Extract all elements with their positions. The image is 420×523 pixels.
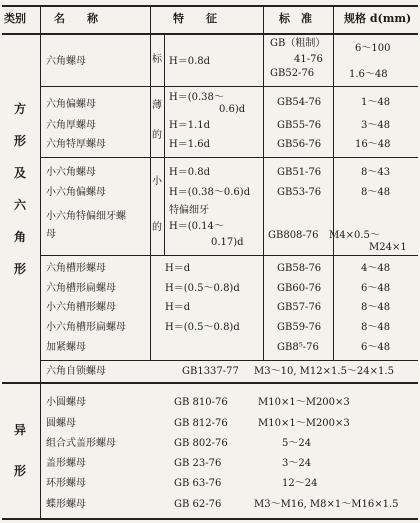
nut-spec: 3～48 <box>361 120 391 131</box>
nut-standard: GB60-76 <box>277 283 322 294</box>
nut-feature: 0.17)d <box>211 237 244 248</box>
column-rule <box>40 5 41 519</box>
nut-feature: H＝(0.5～0.8)d <box>165 322 240 333</box>
column-rule <box>263 5 264 361</box>
nut-name: 小圆螺母 <box>46 397 86 408</box>
nut-standard: GB57-76 <box>277 302 322 313</box>
group-character: 方 <box>13 102 26 116</box>
nut-standard: GB 802-76 <box>174 438 228 449</box>
nut-name: 六角槽形螺母 <box>46 263 106 274</box>
nut-spec: 5～24 <box>282 438 312 449</box>
nut-feature: H＝0.8d <box>169 167 211 178</box>
nut-name: 圆螺母 <box>46 418 76 429</box>
note-rule <box>164 34 165 87</box>
nut-standard: GB51-76 <box>277 167 322 178</box>
nut-standard: GB 812-76 <box>174 418 228 429</box>
nut-spec: M10×1～M200×3 <box>258 418 350 429</box>
nut-feature: H＝1.1d <box>169 120 211 131</box>
nut-name: 小六角螺母 <box>46 167 96 178</box>
nut-feature: H＝1.6d <box>169 139 211 150</box>
nut-spec: 16～48 <box>355 139 391 150</box>
header-standard: 标 准 <box>279 12 312 25</box>
nut-feature: 0.6)d <box>219 104 246 115</box>
row-rule <box>40 255 418 256</box>
group-hexagonal-label <box>13 102 27 276</box>
nut-feature: 特偏细牙 <box>169 205 209 216</box>
nut-standard: GB53-76 <box>277 187 322 198</box>
header-name: 名 称 <box>54 12 98 25</box>
row-rule <box>40 86 418 87</box>
nut-name: 盖形螺母 <box>46 458 86 469</box>
table-top-border <box>2 5 418 7</box>
nut-feature: H＝(0.38～ <box>169 92 224 103</box>
nut-name: 环形螺母 <box>46 478 86 489</box>
nut-name: 加紧螺母 <box>46 342 86 353</box>
nut-standard: GB55-76 <box>277 120 322 131</box>
group-character: 及 <box>13 166 26 180</box>
nut-spec: 8～43 <box>361 167 391 178</box>
group-character: 六 <box>13 198 26 212</box>
nut-name: 小六角特偏细牙螺 <box>46 211 126 222</box>
nut-spec: 8～48 <box>361 187 391 198</box>
small-note: 小 <box>152 176 162 187</box>
nut-name: 六角厚螺母 <box>46 120 96 131</box>
nut-spec: M24×1 <box>369 242 407 253</box>
nut-spec: 6～48 <box>361 283 391 294</box>
table-bottom-border <box>2 518 418 520</box>
nut-name: 母 <box>46 229 56 240</box>
nut-feature: H＝d <box>165 263 191 274</box>
header-feature: 特 征 <box>173 12 217 25</box>
nut-feature: H＝(0.38～0.6)d <box>169 187 251 198</box>
column-rule <box>150 5 151 361</box>
nut-spec: M4×0.5～ <box>329 230 380 241</box>
nut-spec: 1.6～48 <box>349 69 388 80</box>
nut-spec: 6～48 <box>361 342 391 353</box>
nut-standard: GB58-76 <box>277 263 322 274</box>
nut-spec: 12～24 <box>282 478 318 489</box>
group-special-label <box>13 423 27 478</box>
nut-name: 小六角槽形扁螺母 <box>46 322 126 333</box>
nut-standard: GB 810-76 <box>174 397 228 408</box>
nut-standard: GB59-76 <box>277 322 322 333</box>
note-rule <box>164 158 165 256</box>
nut-standard: GB808-76 <box>268 230 319 241</box>
nut-standard: 41-76 <box>294 54 323 65</box>
group-character: 形 <box>13 464 26 478</box>
nut-name: 小六角偏螺母 <box>46 187 106 198</box>
note-rule <box>164 87 165 158</box>
column-rule <box>333 5 334 361</box>
nut-spec: M3～M16, M8×1～M16×1.5 <box>254 499 399 510</box>
nut-standard: GB54-76 <box>277 97 322 108</box>
nut-spec: 8～48 <box>361 322 391 333</box>
thin-note: 薄 <box>152 100 162 111</box>
nut-spec: M3～10, M12×1.5～24×1.5 <box>254 366 394 377</box>
row-rule <box>40 360 418 361</box>
nut-spec: 3～24 <box>282 458 312 469</box>
nut-name: 蝶形螺母 <box>46 499 86 510</box>
group-character: 形 <box>13 134 26 148</box>
standard-note: 标 <box>152 54 162 65</box>
nut-spec: 4～48 <box>361 263 391 274</box>
row-rule <box>40 157 418 158</box>
group-character: 角 <box>13 230 26 244</box>
nut-feature: H＝(0.14～ <box>169 221 224 232</box>
header-category: 类别 <box>4 12 26 25</box>
group-character: 异 <box>13 423 26 437</box>
header-rule <box>2 33 418 35</box>
nut-standard: GB（粗制） <box>270 38 326 49</box>
nut-name: 组合式盖形螺母 <box>46 438 116 449</box>
small-note: 的 <box>152 222 162 233</box>
nut-spec: 8～48 <box>361 302 391 313</box>
nut-name: 六角螺母 <box>46 56 86 67</box>
nut-name: 六角特厚螺母 <box>46 139 106 150</box>
group-rule <box>2 382 418 384</box>
nut-feature: H＝0.8d <box>169 56 211 67</box>
nut-spec: M10×1～M200×3 <box>258 397 350 408</box>
nut-standard: GB56-76 <box>277 139 322 150</box>
nut-name: 六角自锁螺母 <box>46 366 106 377</box>
nut-spec: 6～100 <box>355 43 391 54</box>
nut-name: 六角槽形扁螺母 <box>46 283 116 294</box>
nut-feature: H＝d <box>165 302 191 313</box>
nut-name: 小六角槽形螺母 <box>46 302 116 313</box>
group-character: 形 <box>13 262 26 276</box>
nut-spec: 1～48 <box>361 97 391 108</box>
nut-standard: GB 23-76 <box>174 458 222 469</box>
nut-standard: GB8⁵-76 <box>277 342 319 353</box>
nut-standard: GB52-76 <box>270 68 315 79</box>
nut-standard: GB1337-77 <box>182 366 239 377</box>
nut-name: 六角偏螺母 <box>46 99 96 110</box>
header-spec: 规格 d(mm) <box>344 12 412 25</box>
nut-feature: H＝(0.5～0.8)d <box>165 283 240 294</box>
nut-standard: GB 63-76 <box>174 478 222 489</box>
thin-note: 的 <box>152 130 162 141</box>
nut-standard: GB 62-76 <box>174 499 222 510</box>
